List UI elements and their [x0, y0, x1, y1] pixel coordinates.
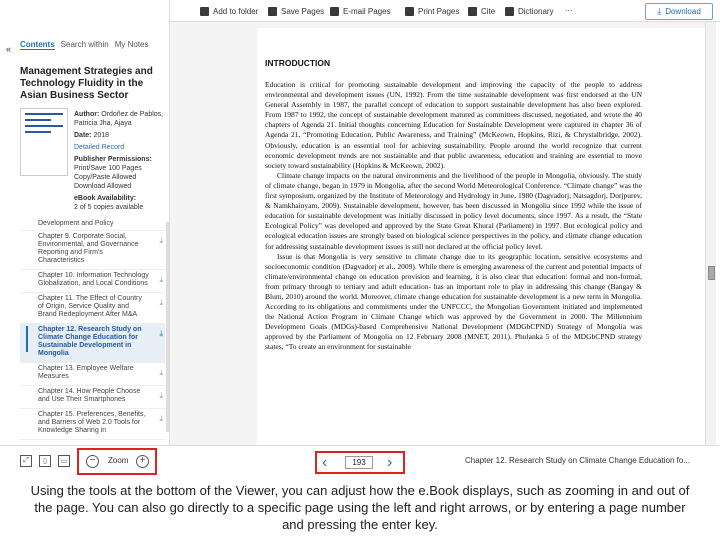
scrollbar-thumb[interactable] — [708, 266, 715, 280]
download-icon: ⤓ — [657, 6, 662, 16]
chapter-label: Development and Policy — [38, 220, 114, 227]
date-label: Date: — [74, 132, 92, 139]
panel-tabs — [20, 40, 149, 50]
page-number-input[interactable]: 193 — [345, 456, 373, 469]
chapter-label: Chapter 13. Employee Welfare Measures — [38, 365, 134, 380]
permissions-value: Print/Save 100 Pages Copy/Paste Allowed Download Allowed — [74, 165, 142, 190]
chapter-label: Chapter 12. Research Study on Climate Change Education for Sustainable Development in Mongolia — [38, 326, 142, 357]
print-pages-button[interactable] — [405, 4, 459, 18]
book-metadata — [74, 110, 168, 212]
detailed-record-link[interactable]: Detailed Record — [74, 144, 125, 151]
author-label: Author: — [74, 111, 100, 118]
paragraph: Climate change impacts on the natural environments and the livelihood of the people in Mongolia, obviously. The study of climate change, began in 1979 in Mongolia, after the second World Meteorological Conference. “Climate change” was the first symposium, organized by the Institute of Meteorology and Hydrology in June, 1980 (Dagvadorj, Natsagdorj, Dorjpurev, & Namkhainyam, 2009). Sustainable development, however, has been discussed in Mongolia since 1992 while the issue of education for sustainable development was initially discussed in policy level documents, since 1997. As a result, the “State Ecological Policy” was developed and approved by the State Great Khural (Parliament) in 1997. But ecological policy and ecological education issues are strongly based on biological science perspectives in the policy, and climate change education for addressing sustainable development issues is still not declared at the official policy level. — [265, 170, 642, 251]
date-value: 2018 — [93, 132, 110, 139]
permissions-label: Publisher Permissions: — [74, 156, 152, 163]
zoom-label: Zoom — [108, 456, 129, 465]
single-page-icon[interactable]: ▯ — [39, 455, 51, 467]
availability-value: 2 of 5 copies available — [74, 204, 144, 211]
book-title: Management Strategies and Technology Fluidity in the Asian Business Sector — [20, 66, 153, 101]
availability-label: eBook Availability: — [74, 195, 137, 202]
tab-my-notes[interactable]: My Notes — [114, 40, 149, 49]
download-button[interactable] — [645, 3, 713, 20]
fullscreen-icon[interactable]: ⤢ — [20, 455, 32, 467]
chapter-item-active[interactable] — [20, 324, 165, 363]
save-pages-label: Save Pages — [281, 6, 325, 16]
top-toolbar — [170, 0, 720, 22]
zoom-controls-highlight — [77, 448, 157, 475]
chapter-list — [20, 220, 165, 440]
dictionary-button[interactable] — [505, 4, 554, 18]
download-icon[interactable]: ⤓ — [159, 275, 163, 284]
page-navigation-highlight — [315, 451, 405, 474]
chapter-item[interactable] — [20, 270, 165, 293]
download-icon[interactable]: ⤓ — [159, 391, 163, 400]
instruction-caption: Using the tools at the bottom of the Viewer, you can adjust how the e.Book displays, such as zooming in and out of the page. You can also go directly to a specific page using the left and right arrows, or by entering a page number and pressing the enter key. — [30, 483, 690, 532]
dictionary-label: Dictionary — [518, 6, 554, 16]
chapter-item[interactable] — [20, 293, 165, 324]
folder-icon — [200, 7, 209, 16]
add-to-folder-label: Add to folder — [213, 6, 259, 16]
chapter-item[interactable] — [20, 231, 165, 270]
previous-page-arrow[interactable]: ‹ — [322, 454, 328, 471]
document-area — [170, 22, 710, 445]
paragraph: Education is critical for promoting sustainable development and improving the capacity of the people to address environmental and development issues (UN, 1992). From the time sustainable development was first endorsed at the UN General Assembly in 1987, the parallel concept of education to support sustainable development has also been explored. From 1987 to 1992, the concept of sustainable development matured as committees discussed, negotiated, and wrote the 40 chapters of Agenda 21. Initial thoughts concerning Education for Sustainable Development were captured in chapter 36 of Agenda 21, “Promoting Education, Public Awareness, and Training” (McKeown, Hopkins, Rizi, & Chrystalbridge, 2002). Obviously, education is an essential tool for achieving sustainability. People around the world recognize that current economic development trends are not sustainable and that public awareness, education and training are essential to move society toward sustainability (Hopkins & McKeown, 2002). — [265, 80, 642, 170]
tab-search-within[interactable]: Search within — [60, 40, 109, 49]
save-icon — [268, 7, 277, 16]
zoom-out-button[interactable]: − — [86, 455, 99, 468]
fit-page-icon[interactable]: ▭ — [58, 455, 70, 467]
email-pages-label: E-mail Pages — [343, 6, 391, 16]
paragraph: Issue is that Mongolia is very sensitive to climate change due to its geographic location, sensitive ecosystems and socioeconomic condition (Dagvadorj et al., 2009). While there is emerging awareness of the current and potential impacts of climate/environmental change on education provision and learning, it is also clear that education: formal and non-formal, from primary through to tertiary and adult education- has an important role to play in addressing this change (Bangay & Blum, 2010) around the world. Moreover, climate change education for sustainable development is a new term in Mongolia. According to its obligations and commitments under the UNFCCC, the Mongolian Government initiated and implemented the National Action Program in Climate Change which was approved by the Government in 2000. The Millennium Development Goals (MDGs)-based Comprehensive National Development (MDGbCPND) Strategy of Mongolia was approved by the Parliament of Mongolia on 12 February 2008 (MNET, 2011). Phulanka 5 of the MDGbCPND strategy states, “To create an environment for sustainable — [265, 251, 642, 352]
print-icon — [405, 7, 414, 16]
collapse-panel-button[interactable]: « — [6, 44, 12, 54]
page-scrollbar[interactable] — [705, 22, 716, 445]
download-icon[interactable]: ⤓ — [159, 236, 163, 245]
chapter-item[interactable] — [20, 386, 165, 409]
dictionary-icon — [505, 7, 514, 16]
chapter-label: Chapter 11. The Effect of Country of Origin, Service Quality and Brand Redeployment After M&A — [38, 295, 142, 318]
download-icon[interactable]: ⤓ — [159, 298, 163, 307]
more-options-button[interactable]: ... — [565, 3, 573, 13]
tab-contents[interactable]: Contents — [20, 40, 55, 49]
email-icon — [330, 7, 339, 16]
download-label: Download — [665, 7, 701, 16]
left-panel — [0, 0, 170, 445]
chapter-item[interactable] — [20, 220, 165, 231]
save-pages-button[interactable] — [268, 4, 324, 18]
cite-label: Cite — [481, 6, 496, 16]
cite-icon — [468, 7, 477, 16]
chapter-label: Chapter 10. Information Technology Globalization, and Local Conditions — [38, 272, 149, 287]
page-body — [265, 80, 642, 445]
running-head: Chapter 12. Research Study on Climate Change Education fo... — [465, 456, 691, 465]
chapter-label: Chapter 9. Corporate Social, Environmental, and Governance Reporting and Firm's Characteristics — [38, 233, 139, 264]
section-heading: INTRODUCTION — [265, 58, 331, 68]
book-cover-thumbnail — [20, 108, 68, 176]
email-pages-button[interactable] — [330, 4, 391, 18]
chapter-label: Chapter 15. Preferences, Benefits, and Barriers of Web 2.0 Tools for Knowledge Sharing in — [38, 411, 146, 434]
cite-button[interactable] — [468, 4, 495, 18]
chapter-list-scrollbar[interactable] — [166, 222, 169, 432]
next-page-arrow[interactable]: › — [387, 454, 393, 471]
download-icon[interactable]: ⤓ — [159, 414, 163, 423]
chapter-label: Chapter 14. How People Choose and Use Their Smartphones — [38, 388, 141, 403]
author-value: Ordoñez de Pablos, Patricia Jha, Ajaya — [74, 111, 164, 127]
bottom-toolbar — [0, 445, 720, 478]
chapter-item[interactable] — [20, 363, 165, 386]
download-icon[interactable]: ⤓ — [159, 368, 163, 377]
print-pages-label: Print Pages — [418, 6, 460, 16]
download-icon[interactable]: ⤓ — [159, 329, 163, 338]
zoom-in-button[interactable]: + — [136, 455, 149, 468]
add-to-folder-button[interactable] — [200, 4, 258, 18]
ebook-page — [257, 28, 712, 445]
chapter-item[interactable] — [20, 409, 165, 440]
